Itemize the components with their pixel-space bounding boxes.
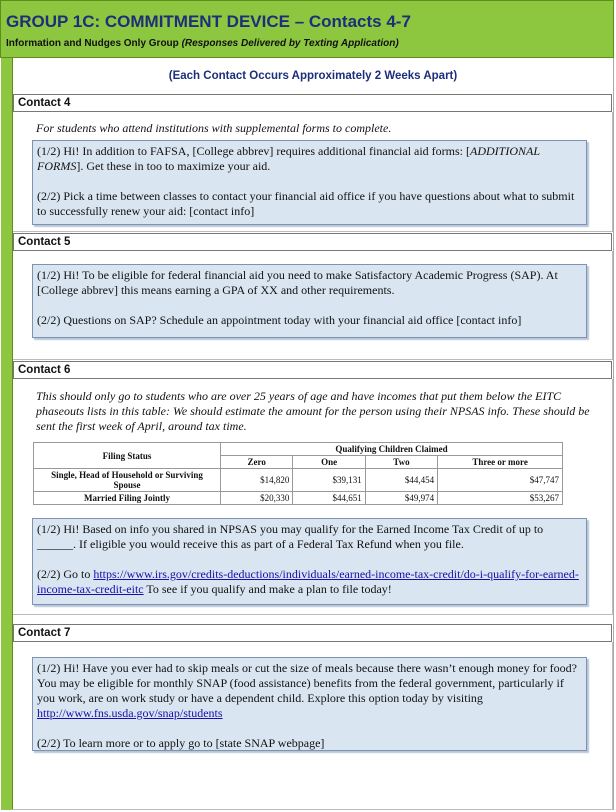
page-title: GROUP 1C: COMMITMENT DEVICE – Contacts 4-7 <box>6 12 411 31</box>
irs-eitc-link[interactable]: https://www.irs.gov/credits-deductions/individuals/earned-income-tax-credit/do-i-qualify-for-earned-income-tax-credit-eitc <box>37 567 579 596</box>
contact-4-note: For students who attend institutions with supplemental forms to complete. <box>36 121 392 135</box>
table-cell: $44,454 <box>365 469 437 492</box>
message-text: To see if you qualify and make a plan to file today! <box>143 582 392 596</box>
qualifying-children-header: Qualifying Children Claimed <box>221 443 563 456</box>
table-cell: $44,651 <box>293 492 365 505</box>
column-header: Two <box>365 456 437 469</box>
contact-5-message-box <box>32 264 587 338</box>
column-header: Zero <box>221 456 293 469</box>
contact-4-message-1 <box>37 144 582 174</box>
snap-students-link[interactable]: http://www.fns.usda.gov/snap/students <box>37 706 223 720</box>
contact-5-heading: Contact 5 <box>13 233 612 251</box>
contact-7-message-1 <box>37 661 582 721</box>
table-cell: $14,820 <box>221 469 293 492</box>
eitc-table <box>33 442 563 505</box>
message-italic-text: ADDITIONAL FORMS <box>37 144 540 173</box>
message-text: ]. Get these in too to maximize your aid. <box>76 159 271 173</box>
table-cell: $47,747 <box>438 469 563 492</box>
contact-5-message-1: (1/2) Hi! To be eligible for federal financial aid you need to make Satisfactory Academic Progress (SAP). At [College abbrev] this means earning a GPA of XX and other requirements. <box>37 268 558 297</box>
contact-6-message-2 <box>37 567 582 597</box>
contact-7-heading: Contact 7 <box>13 624 612 642</box>
message-text: (2/2) Go to <box>37 567 94 581</box>
column-header: One <box>293 456 365 469</box>
page-header <box>0 0 614 58</box>
message-text: (1/2) Hi! Have you ever had to skip meals or cut the size of meals because there wasn’t enough money for food? You may be eligible for monthly SNAP (food assistance) benefits from the federal government, particularly if you work, are on work study or have a dependent child. Explore this option today by visiting <box>37 661 577 705</box>
message-text: (1/2) Hi! In addition to FAFSA, [College abbrev] requires additional financial aid forms: [ <box>37 144 471 158</box>
column-header: Three or more <box>438 456 563 469</box>
table-cell: $49,974 <box>365 492 437 505</box>
contact-5-message-2: (2/2) Questions on SAP? Schedule an appointment today with your financial aid office [contact info] <box>37 313 522 327</box>
contact-4-heading: Contact 4 <box>13 94 612 112</box>
contact-4-message-2: (2/2) Pick a time between classes to contact your financial aid office if you have questions about what to submit to successfully renew your aid: [contact info] <box>37 189 575 218</box>
filing-status-header: Filing Status <box>34 443 221 469</box>
page-subtitle <box>6 38 399 49</box>
contact-4-message-box <box>32 140 587 225</box>
subtitle-italic: (Responses Delivered by Texting Application) <box>181 38 399 49</box>
intro-text: (Each Contact Occurs Approximately 2 Weeks Apart) <box>168 70 458 82</box>
table-cell: $39,131 <box>293 469 365 492</box>
table-cell: $53,267 <box>438 492 563 505</box>
table-row <box>34 469 563 492</box>
contact-7-message-2: (2/2) To learn more or to apply go to [state SNAP webpage] <box>37 736 325 750</box>
contact-6-message-box <box>32 518 587 605</box>
row-label: Married Filing Jointly <box>34 492 221 505</box>
contact-6-message-1: (1/2) Hi! Based on info you shared in NPSAS you may qualify for the Earned Income Tax Credit of up to ______. If eligible you would receive this as part of a Federal Tax Refund when you file. <box>37 522 544 551</box>
contact-6-heading: Contact 6 <box>13 361 612 379</box>
subtitle-main: Information and Nudges Only Group <box>6 38 182 49</box>
contact-6-note: This should only go to students who are over 25 years of age and have incomes that put them below the EITC phaseouts lists in this table: We should estimate the amount for the person using their NPSAS info. These should be sent the first week of April, around tax time. <box>36 389 590 433</box>
table-row <box>34 492 563 505</box>
contact-7-message-box <box>32 657 587 751</box>
row-label: Single, Head of Household or Surviving Spouse <box>34 469 221 492</box>
table-cell: $20,330 <box>221 492 293 505</box>
